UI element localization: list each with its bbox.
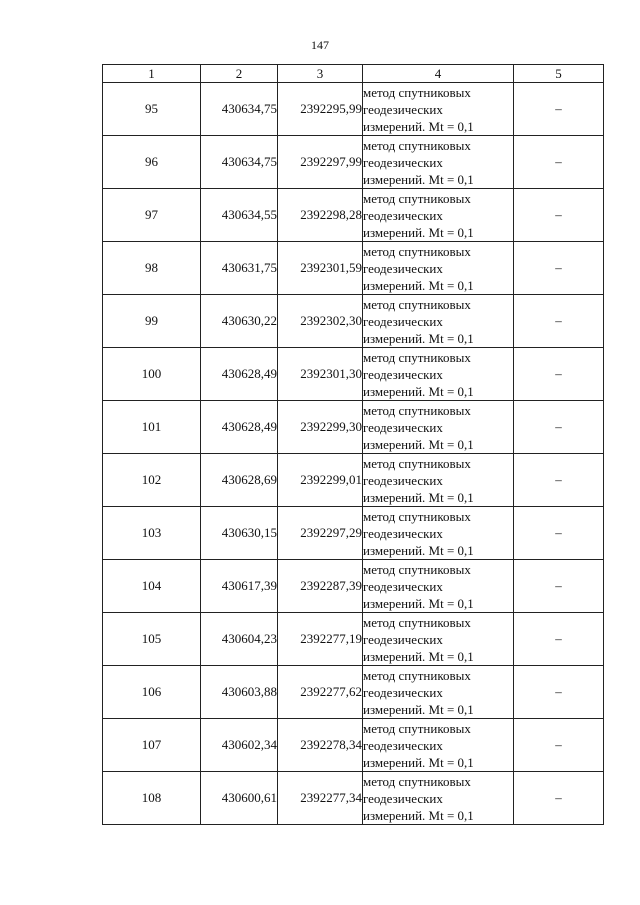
table-row bbox=[103, 507, 604, 560]
method-line: геодезических bbox=[363, 737, 443, 753]
method-line: метод спутниковых bbox=[363, 455, 471, 471]
method-line: метод спутниковых bbox=[363, 243, 471, 259]
table-row bbox=[103, 454, 604, 507]
method-line: геодезических bbox=[363, 631, 443, 647]
method-cell bbox=[363, 136, 514, 189]
method-line: измерений. Mt = 0,1 bbox=[363, 648, 474, 664]
note-cell: – bbox=[514, 454, 604, 507]
coordinates-table bbox=[102, 64, 604, 825]
x-coordinate-cell: 430634,55 bbox=[201, 189, 278, 242]
method-line: метод спутниковых bbox=[363, 296, 471, 312]
y-coordinate-cell: 2392299,30 bbox=[278, 401, 363, 454]
point-number-cell: 103 bbox=[103, 507, 201, 560]
method-line: геодезических bbox=[363, 101, 443, 117]
y-coordinate-cell: 2392297,29 bbox=[278, 507, 363, 560]
point-number-cell: 95 bbox=[103, 83, 201, 136]
table-row bbox=[103, 83, 604, 136]
method-cell bbox=[363, 295, 514, 348]
method-line: геодезических bbox=[363, 154, 443, 170]
method-cell bbox=[363, 613, 514, 666]
y-coordinate-cell: 2392302,30 bbox=[278, 295, 363, 348]
table-row bbox=[103, 772, 604, 825]
method-line: измерений. Mt = 0,1 bbox=[363, 330, 474, 346]
note-cell: – bbox=[514, 560, 604, 613]
method-line: измерений. Mt = 0,1 bbox=[363, 754, 474, 770]
x-coordinate-cell: 430602,34 bbox=[201, 719, 278, 772]
y-coordinate-cell: 2392277,62 bbox=[278, 666, 363, 719]
note-cell: – bbox=[514, 136, 604, 189]
method-line: метод спутниковых bbox=[363, 561, 471, 577]
method-cell bbox=[363, 560, 514, 613]
y-coordinate-cell: 2392277,34 bbox=[278, 772, 363, 825]
point-number-cell: 98 bbox=[103, 242, 201, 295]
point-number-cell: 97 bbox=[103, 189, 201, 242]
method-cell bbox=[363, 772, 514, 825]
table-row bbox=[103, 295, 604, 348]
point-number-cell: 99 bbox=[103, 295, 201, 348]
x-coordinate-cell: 430617,39 bbox=[201, 560, 278, 613]
column-header-4: 4 bbox=[363, 65, 514, 83]
note-cell: – bbox=[514, 295, 604, 348]
x-coordinate-cell: 430628,49 bbox=[201, 348, 278, 401]
y-coordinate-cell: 2392297,99 bbox=[278, 136, 363, 189]
note-cell: – bbox=[514, 348, 604, 401]
method-line: геодезических bbox=[363, 684, 443, 700]
x-coordinate-cell: 430603,88 bbox=[201, 666, 278, 719]
y-coordinate-cell: 2392298,28 bbox=[278, 189, 363, 242]
table-row bbox=[103, 719, 604, 772]
y-coordinate-cell: 2392278,34 bbox=[278, 719, 363, 772]
method-line: геодезических bbox=[363, 790, 443, 806]
y-coordinate-cell: 2392301,59 bbox=[278, 242, 363, 295]
y-coordinate-cell: 2392301,30 bbox=[278, 348, 363, 401]
method-line: метод спутниковых bbox=[363, 402, 471, 418]
note-cell: – bbox=[514, 242, 604, 295]
method-cell bbox=[363, 83, 514, 136]
x-coordinate-cell: 430634,75 bbox=[201, 136, 278, 189]
point-number-cell: 101 bbox=[103, 401, 201, 454]
method-line: метод спутниковых bbox=[363, 137, 471, 153]
method-line: измерений. Mt = 0,1 bbox=[363, 701, 474, 717]
table-row bbox=[103, 560, 604, 613]
point-number-cell: 108 bbox=[103, 772, 201, 825]
note-cell: – bbox=[514, 507, 604, 560]
y-coordinate-cell: 2392295,99 bbox=[278, 83, 363, 136]
point-number-cell: 104 bbox=[103, 560, 201, 613]
method-cell bbox=[363, 348, 514, 401]
point-number-cell: 102 bbox=[103, 454, 201, 507]
column-header-3: 3 bbox=[278, 65, 363, 83]
method-line: измерений. Mt = 0,1 bbox=[363, 489, 474, 505]
x-coordinate-cell: 430630,22 bbox=[201, 295, 278, 348]
method-line: геодезических bbox=[363, 419, 443, 435]
method-line: метод спутниковых bbox=[363, 720, 471, 736]
point-number-cell: 100 bbox=[103, 348, 201, 401]
method-cell bbox=[363, 454, 514, 507]
method-cell bbox=[363, 507, 514, 560]
note-cell: – bbox=[514, 83, 604, 136]
method-line: геодезических bbox=[363, 207, 443, 223]
method-line: метод спутниковых bbox=[363, 349, 471, 365]
method-line: метод спутниковых bbox=[363, 667, 471, 683]
y-coordinate-cell: 2392277,19 bbox=[278, 613, 363, 666]
note-cell: – bbox=[514, 189, 604, 242]
header-row bbox=[103, 65, 604, 83]
method-line: измерений. Mt = 0,1 bbox=[363, 542, 474, 558]
table-row bbox=[103, 401, 604, 454]
method-line: измерений. Mt = 0,1 bbox=[363, 118, 474, 134]
table-row bbox=[103, 613, 604, 666]
table-row bbox=[103, 348, 604, 401]
method-line: измерений. Mt = 0,1 bbox=[363, 807, 474, 823]
method-cell bbox=[363, 666, 514, 719]
method-line: измерений. Mt = 0,1 bbox=[363, 171, 474, 187]
point-number-cell: 105 bbox=[103, 613, 201, 666]
column-header-2: 2 bbox=[201, 65, 278, 83]
method-line: геодезических bbox=[363, 472, 443, 488]
point-number-cell: 106 bbox=[103, 666, 201, 719]
x-coordinate-cell: 430628,49 bbox=[201, 401, 278, 454]
method-cell bbox=[363, 401, 514, 454]
method-line: метод спутниковых bbox=[363, 508, 471, 524]
point-number-cell: 96 bbox=[103, 136, 201, 189]
table-body bbox=[103, 83, 604, 825]
point-number-cell: 107 bbox=[103, 719, 201, 772]
x-coordinate-cell: 430604,23 bbox=[201, 613, 278, 666]
method-line: геодезических bbox=[363, 525, 443, 541]
method-cell bbox=[363, 242, 514, 295]
method-line: геодезических bbox=[363, 260, 443, 276]
method-line: измерений. Mt = 0,1 bbox=[363, 277, 474, 293]
method-line: измерений. Mt = 0,1 bbox=[363, 224, 474, 240]
note-cell: – bbox=[514, 613, 604, 666]
method-line: геодезических bbox=[363, 313, 443, 329]
note-cell: – bbox=[514, 666, 604, 719]
x-coordinate-cell: 430634,75 bbox=[201, 83, 278, 136]
table-row bbox=[103, 136, 604, 189]
method-line: измерений. Mt = 0,1 bbox=[363, 383, 474, 399]
x-coordinate-cell: 430628,69 bbox=[201, 454, 278, 507]
note-cell: – bbox=[514, 772, 604, 825]
page-number: 147 bbox=[311, 38, 329, 52]
x-coordinate-cell: 430630,15 bbox=[201, 507, 278, 560]
method-cell bbox=[363, 719, 514, 772]
column-header-5: 5 bbox=[514, 65, 604, 83]
method-line: метод спутниковых bbox=[363, 84, 471, 100]
note-cell: – bbox=[514, 719, 604, 772]
column-header-1: 1 bbox=[103, 65, 201, 83]
table-row bbox=[103, 242, 604, 295]
table-row bbox=[103, 189, 604, 242]
method-line: измерений. Mt = 0,1 bbox=[363, 595, 474, 611]
note-cell: – bbox=[514, 401, 604, 454]
x-coordinate-cell: 430600,61 bbox=[201, 772, 278, 825]
method-line: геодезических bbox=[363, 578, 443, 594]
table-row bbox=[103, 666, 604, 719]
method-line: метод спутниковых bbox=[363, 773, 471, 789]
method-line: метод спутниковых bbox=[363, 190, 471, 206]
method-line: измерений. Mt = 0,1 bbox=[363, 436, 474, 452]
method-line: геодезических bbox=[363, 366, 443, 382]
x-coordinate-cell: 430631,75 bbox=[201, 242, 278, 295]
method-cell bbox=[363, 189, 514, 242]
y-coordinate-cell: 2392287,39 bbox=[278, 560, 363, 613]
y-coordinate-cell: 2392299,01 bbox=[278, 454, 363, 507]
method-line: метод спутниковых bbox=[363, 614, 471, 630]
